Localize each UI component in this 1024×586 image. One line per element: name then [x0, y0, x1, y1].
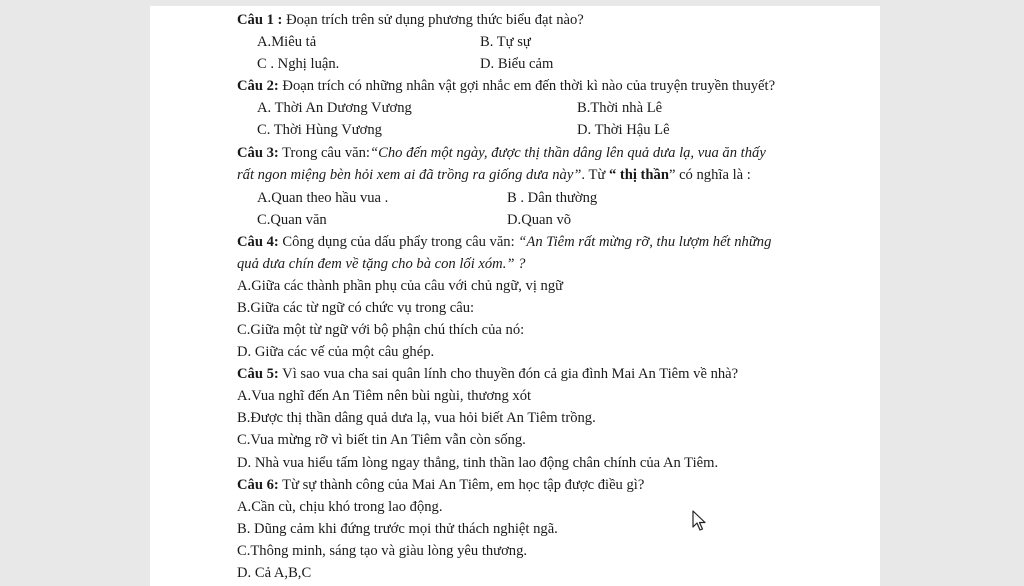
question-2-label: Câu 2: — [237, 78, 279, 94]
question-4-intro: Công dụng của dấu phẩy trong câu văn: — [282, 234, 519, 250]
question-5-label: Câu 5: — [237, 366, 279, 382]
question-4-quote-line1: “An Tiêm rất mừng rỡ, thu lượm hết những — [518, 234, 772, 250]
q2-option-a: A. Thời An Dương Vương — [257, 100, 412, 116]
q6-option-a: A.Cần cù, chịu khó trong lao động. — [237, 499, 443, 515]
question-3 — [237, 143, 766, 163]
q3-option-a: A.Quan theo hầu vua . — [257, 190, 389, 206]
mouse-pointer-icon — [692, 510, 708, 532]
q5-option-a: A.Vua nghĩ đến An Tiêm nên bùi ngùi, thương xót — [237, 388, 532, 404]
q6-option-d: D. Cả A,B,C — [237, 565, 312, 581]
document-page — [150, 6, 880, 586]
question-1-text: Đoạn trích trên sử dụng phương thức biểu đạt nào? — [286, 12, 584, 28]
q3-option-c: C.Quan văn — [257, 212, 327, 228]
q4-option-d: D. Giữa các vế của một câu ghép. — [237, 344, 435, 360]
question-3-quote-line1: “Cho đến một ngày, được thị thần dâng lên quả dưa lạ, vua ăn thấy — [369, 145, 766, 161]
question-3-tail1: . Từ — [581, 167, 609, 183]
question-6-text: Từ sự thành công của Mai An Tiêm, em học tập được điều gì? — [282, 477, 645, 493]
q3-option-b: B . Dân thường — [507, 190, 598, 206]
question-4-label: Câu 4: — [237, 234, 279, 250]
question-3-intro: Trong câu văn: — [282, 145, 370, 161]
q2-option-b: B.Thời nhà Lê — [577, 100, 663, 116]
question-3-label: Câu 3: — [237, 145, 279, 161]
question-1 — [237, 10, 584, 30]
q1-option-d: D. Biểu cảm — [480, 56, 554, 72]
question-5-text: Vì sao vua cha sai quân lính cho thuyền đón cả gia đình Mai An Tiêm về nhà? — [282, 366, 739, 382]
q6-option-c: C.Thông minh, sáng tạo và giàu lòng yêu thương. — [237, 543, 528, 559]
question-3-continued — [237, 165, 751, 185]
question-2-text: Đoạn trích có những nhân vật gợi nhắc em đến thời kì nào của truyện truyền thuyết? — [282, 78, 776, 94]
q2-option-d: D. Thời Hậu Lê — [577, 122, 670, 138]
q1-option-c: C . Nghị luận. — [257, 56, 340, 72]
question-1-label: Câu 1 : — [237, 12, 283, 28]
q1-option-b: B. Tự sự — [480, 34, 531, 50]
question-6-label: Câu 6: — [237, 477, 279, 493]
question-2 — [237, 76, 775, 96]
question-5 — [237, 364, 738, 384]
q2-option-c: C. Thời Hùng Vương — [257, 122, 382, 138]
question-3-term: “ thị thần — [608, 167, 669, 183]
q5-option-b: B.Được thị thần dâng quả dưa lạ, vua hỏi biết An Tiêm trồng. — [237, 410, 596, 426]
question-3-quote-line2: rất ngon miệng bèn hỏi xem ai đã trồng ra giống dưa này” — [237, 167, 582, 183]
question-4 — [237, 232, 771, 252]
q5-option-c: C.Vua mừng rỡ vì biết tin An Tiêm vẫn còn sống. — [237, 432, 526, 448]
q4-option-b: B.Giữa các từ ngữ có chức vụ trong câu: — [237, 300, 475, 316]
q3-option-d: D.Quan võ — [507, 212, 572, 228]
question-6 — [237, 475, 644, 495]
q1-option-a: A.Miêu tả — [257, 34, 317, 50]
q4-option-c: C.Giữa một từ ngữ với bộ phận chú thích của nó: — [237, 322, 525, 338]
q6-option-b: B. Dũng cảm khi đứng trước mọi thử thách nghiệt ngã. — [237, 521, 558, 537]
q4-option-a: A.Giữa các thành phần phụ của câu với chủ ngữ, vị ngữ — [237, 278, 564, 294]
q5-option-d: D. Nhà vua hiểu tấm lòng ngay thẳng, tinh thần lao động chân chính của An Tiêm. — [237, 455, 719, 471]
question-3-tail2: ” có nghĩa là : — [668, 167, 751, 183]
question-4-continued — [237, 254, 525, 274]
question-4-quote-line2: quả dưa chín đem về tặng cho bà con lối xóm.” ? — [237, 256, 526, 272]
